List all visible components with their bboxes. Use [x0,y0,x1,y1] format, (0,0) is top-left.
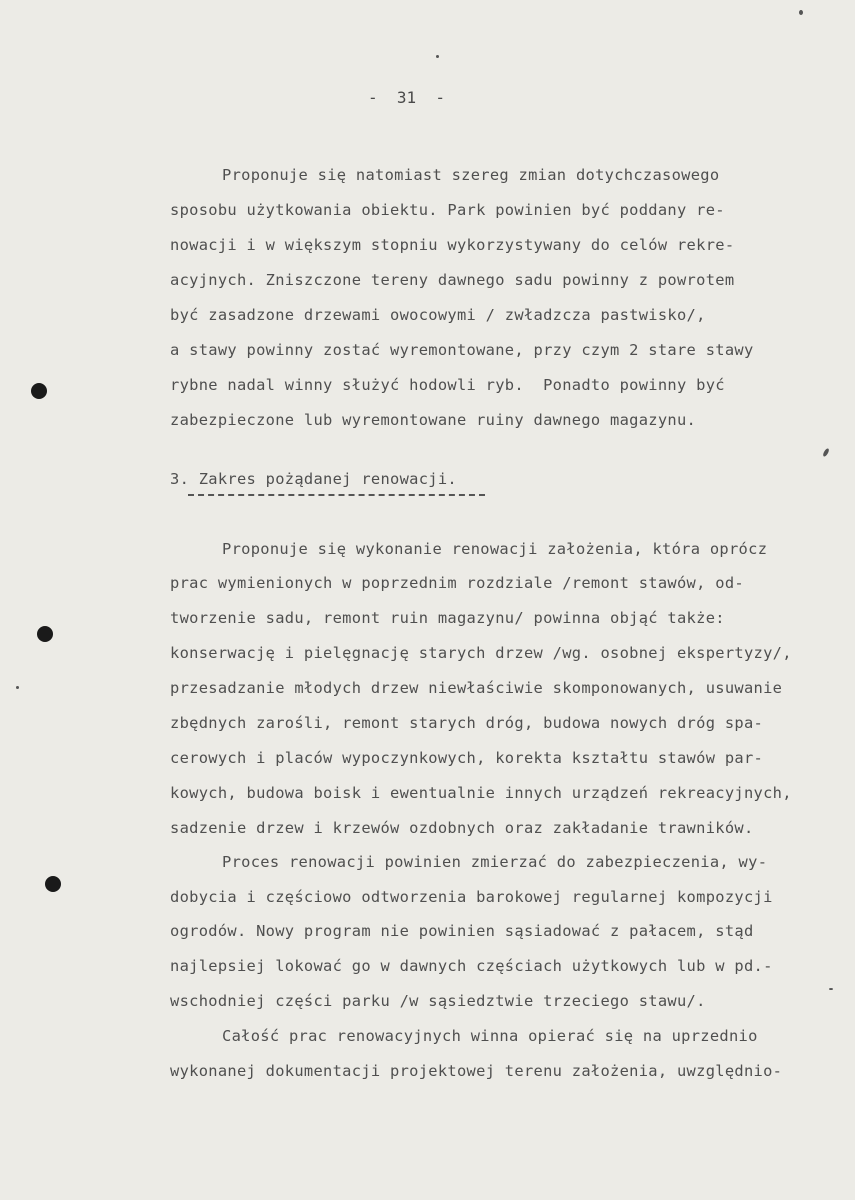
text-line: przesadzanie młodych drzew niewłaściwie skomponowanych, usuwanie [170,679,783,697]
punch-hole [45,876,61,892]
text-line: sadzenie drzew i krzewów ozdobnych oraz zakładanie trawników. [170,819,754,837]
section-heading: 3. Zakres pożądanej renowacji. [170,470,457,488]
text-line: Proponuje się wykonanie renowacji założenia, która oprócz [222,540,768,558]
text-line: tworzenie sadu, remont ruin magazynu/ powinna objąć także: [170,609,725,627]
paper-speck [822,448,830,458]
text-line: rybne nadal winny służyć hodowli ryb. Ponadto powinny być [170,376,725,394]
text-line: nowacji i w większym stopniu wykorzystywany do celów rekre- [170,236,735,254]
text-line: sposobu użytkowania obiektu. Park powinien być poddany re- [170,201,725,219]
text-line: cerowych i placów wypoczynkowych, korekta kształtu stawów par- [170,749,764,767]
punch-hole [37,626,53,642]
text-line: być zasadzone drzewami owocowymi / zwładzcza pastwisko/, [170,306,706,324]
text-line: kowych, budowa boisk i ewentualnie innych urządzeń rekreacyjnych, [170,784,792,802]
page-number: - 31 - [368,88,446,107]
text-line: najlepsiej lokować go w dawnych częściach użytkowych lub w pd.- [170,957,773,975]
text-line: Proponuje się natomiast szereg zmian dotychczasowego [222,166,720,184]
punch-hole [31,383,47,399]
text-line: dobycia i częściowo odtworzenia barokowej regularnej kompozycji [170,888,773,906]
text-line: Całość prac renowacyjnych winna opierać się na uprzednio [222,1027,758,1045]
text-line: zabezpieczone lub wyremontowane ruiny dawnego magazynu. [170,411,697,429]
paper-speck [799,10,803,15]
text-line: Proces renowacji powinien zmierzać do zabezpieczenia, wy- [222,853,768,871]
paper-speck [16,686,19,689]
text-line: zbędnych zarośli, remont starych dróg, budowa nowych dróg spa- [170,714,764,732]
text-line: wykonanej dokumentacji projektowej terenu założenia, uwzględnio- [170,1062,783,1080]
text-line: wschodniej części parku /w sąsiedztwie trzeciego stawu/. [170,992,706,1010]
text-line: acyjnych. Zniszczone tereny dawnego sadu powinny z powrotem [170,271,735,289]
paper-speck [829,988,833,990]
text-line: prac wymienionych w poprzednim rozdziale /remont stawów, od- [170,574,744,592]
text-line: konserwację i pielęgnację starych drzew /wg. osobnej ekspertyzy/, [170,644,792,662]
text-line: a stawy powinny zostać wyremontowane, przy czym 2 stare stawy [170,341,754,359]
paper-speck [436,55,439,58]
heading-underline [188,494,485,496]
text-line: ogrodów. Nowy program nie powinien sąsiadować z pałacem, stąd [170,922,754,940]
